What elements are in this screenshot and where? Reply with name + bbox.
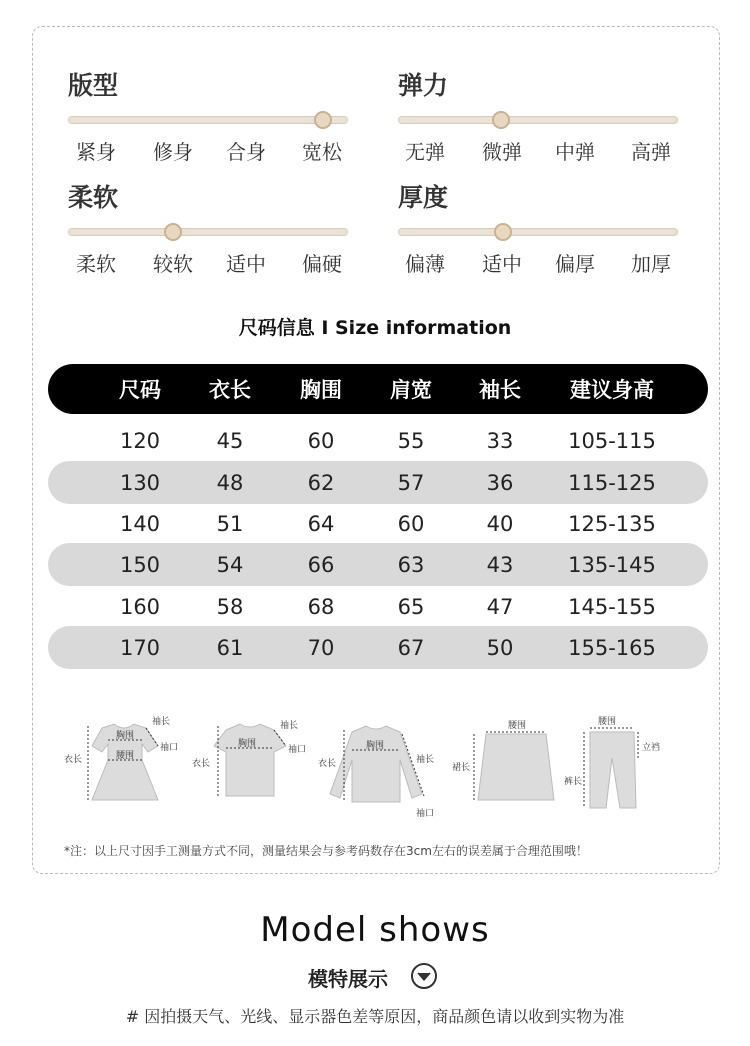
- table-cell: 135-145: [568, 552, 656, 577]
- dress-label-chest: 胸围: [116, 731, 135, 741]
- table-cell: 60: [307, 428, 335, 453]
- attr-softness-label: 适中: [226, 252, 266, 276]
- table-cell: 70: [307, 635, 335, 660]
- pants-label-rise: 立裆: [642, 743, 661, 753]
- table-cell: 170: [119, 635, 161, 660]
- color-disclaimer: # 因拍摄天气、光线、显示器色差等原因，商品颜色请以收到实物为准: [125, 1007, 625, 1026]
- attr-fit-title: 版型: [68, 71, 119, 100]
- attr-thickness-label: 适中: [482, 252, 522, 276]
- attr-elasticity-label: 微弹: [482, 140, 522, 164]
- table-cell: 160: [119, 594, 161, 619]
- attr-softness-label: 柔软: [76, 252, 116, 276]
- tshirt-label-chest: 胸围: [238, 739, 257, 749]
- table-cell: 120: [119, 428, 161, 453]
- dress-label-length: 衣长: [64, 755, 83, 765]
- model-subtitle: 模特展示: [308, 967, 388, 991]
- header-cell: 肩宽: [390, 378, 432, 402]
- attr-fit-label: 宽松: [302, 140, 342, 164]
- table-cell: 33: [486, 428, 514, 453]
- table-cell: 62: [307, 470, 335, 495]
- sweater-label-cuff: 袖口: [416, 809, 435, 819]
- sweater-label-sleeve: 袖长: [416, 755, 435, 765]
- table-cell: 45: [216, 428, 244, 453]
- dress-diagram: [62, 712, 192, 812]
- table-cell: 51: [216, 511, 244, 536]
- attr-softness-knob: [164, 223, 182, 241]
- table-cell: 55: [397, 428, 425, 453]
- table-cell: 47: [486, 594, 514, 619]
- table-cell: 40: [486, 511, 514, 536]
- attr-thickness-track: [398, 228, 678, 236]
- attr-thickness: [398, 182, 678, 276]
- table-cell: 43: [486, 552, 514, 577]
- table-cell: 57: [397, 470, 425, 495]
- sweater-label-chest: 胸围: [366, 741, 385, 751]
- table-cell: 105-115: [568, 428, 656, 453]
- table-cell: 58: [216, 594, 244, 619]
- model-title: Model shows: [260, 910, 490, 950]
- attr-elasticity-knob: [492, 111, 510, 129]
- skirt-label-length: 裙长: [452, 763, 471, 773]
- measurement-note: *注：以上尺寸因手工测量方式不同，测量结果会与参考码数存在3cm左右的误差属于合理范围哦！: [64, 844, 588, 858]
- attr-elasticity-label: 无弹: [405, 140, 445, 164]
- table-cell: 50: [486, 635, 514, 660]
- attr-softness-label: 偏硬: [302, 252, 342, 276]
- dress-label-sleeve: 袖长: [152, 717, 171, 727]
- table-cell: 63: [397, 552, 425, 577]
- attr-softness: [68, 182, 348, 276]
- tshirt-label-sleeve: 袖长: [280, 721, 299, 731]
- attr-thickness-title: 厚度: [398, 183, 449, 212]
- attr-fit-label: 紧身: [76, 140, 116, 164]
- dress-label-cuff: 袖口: [160, 743, 179, 753]
- attr-thickness-label: 偏厚: [555, 252, 595, 276]
- pants-diagram: [564, 712, 692, 812]
- header-cell: 尺码: [119, 378, 161, 402]
- pants-label-length: 裤长: [564, 777, 583, 787]
- header-cell: 胸围: [300, 378, 342, 402]
- table-cell: 61: [216, 635, 244, 660]
- attr-fit-knob: [314, 111, 332, 129]
- attr-fit-label: 修身: [153, 140, 193, 164]
- attr-thickness-knob: [494, 223, 512, 241]
- pants-label-waist: 腰围: [598, 717, 617, 727]
- skirt-diagram: [450, 712, 570, 812]
- table-row: [48, 461, 708, 504]
- attr-elasticity-label: 高弹: [631, 140, 671, 164]
- sweater-label-length: 衣长: [318, 759, 337, 769]
- table-cell: 155-165: [568, 635, 656, 660]
- skirt-label-waist: 腰围: [508, 721, 527, 731]
- attr-fit-track: [68, 116, 348, 124]
- attr-fit-label: 合身: [226, 140, 266, 164]
- attr-elasticity-label: 中弹: [555, 140, 595, 164]
- table-row: [48, 585, 708, 628]
- tshirt-diagram: [190, 712, 320, 812]
- table-cell: 54: [216, 552, 244, 577]
- table-cell: 115-125: [568, 470, 656, 495]
- table-cell: 150: [119, 552, 161, 577]
- header-cell: 衣长: [209, 378, 251, 402]
- tshirt-label-cuff: 袖口: [288, 745, 307, 755]
- attr-fit: [68, 70, 348, 164]
- attr-softness-track: [68, 228, 348, 236]
- tshirt-label-length: 衣长: [192, 759, 211, 769]
- table-row: [48, 626, 708, 669]
- header-cell: 袖长: [479, 378, 521, 402]
- table-cell: 145-155: [568, 594, 656, 619]
- table-row: [48, 419, 708, 462]
- attr-softness-label: 较软: [153, 252, 193, 276]
- attr-softness-title: 柔软: [68, 183, 119, 212]
- chevron-down-icon: [411, 963, 437, 989]
- dress-label-waist: 腰围: [116, 751, 135, 761]
- attr-elasticity-title: 弹力: [398, 71, 449, 100]
- table-cell: 67: [397, 635, 425, 660]
- size-section-title: 尺码信息 I Size information: [238, 317, 512, 339]
- table-header: [48, 364, 708, 414]
- table-cell: 64: [307, 511, 335, 536]
- attr-thickness-label: 加厚: [631, 252, 671, 276]
- table-cell: 65: [397, 594, 425, 619]
- table-row: [48, 543, 708, 586]
- attr-elasticity: [398, 70, 678, 164]
- table-cell: 125-135: [568, 511, 656, 536]
- attr-elasticity-track: [398, 116, 678, 124]
- table-cell: 140: [119, 511, 161, 536]
- table-cell: 60: [397, 511, 425, 536]
- table-cell: 130: [119, 470, 161, 495]
- attr-thickness-label: 偏薄: [405, 252, 445, 276]
- header-cell: 建议身高: [570, 378, 654, 402]
- sweater-diagram: [316, 712, 446, 822]
- table-cell: 66: [307, 552, 335, 577]
- table-cell: 68: [307, 594, 335, 619]
- table-row: [48, 502, 708, 545]
- table-cell: 36: [486, 470, 514, 495]
- table-cell: 48: [216, 470, 244, 495]
